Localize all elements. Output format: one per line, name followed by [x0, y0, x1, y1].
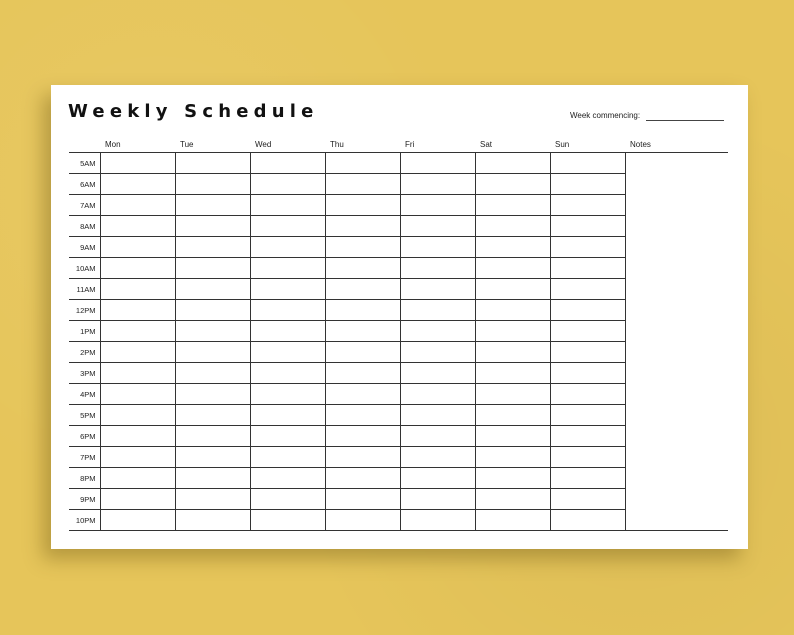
- schedule-cell[interactable]: [100, 279, 175, 300]
- schedule-cell[interactable]: [325, 468, 400, 489]
- schedule-cell[interactable]: [325, 237, 400, 258]
- schedule-cell[interactable]: [550, 195, 625, 216]
- schedule-cell[interactable]: [250, 195, 325, 216]
- schedule-cell[interactable]: [325, 195, 400, 216]
- time-label: 11AM: [69, 279, 100, 300]
- schedule-cell[interactable]: [100, 153, 175, 174]
- schedule-cell[interactable]: [250, 321, 325, 342]
- schedule-cell[interactable]: [175, 174, 250, 195]
- day-header: Tue: [175, 136, 250, 153]
- time-label: 1PM: [69, 321, 100, 342]
- schedule-cell[interactable]: [175, 195, 250, 216]
- schedule-cell[interactable]: [400, 405, 475, 426]
- schedule-cell[interactable]: [325, 405, 400, 426]
- schedule-cell[interactable]: [325, 447, 400, 468]
- schedule-cell[interactable]: [100, 510, 175, 531]
- schedule-cell[interactable]: [475, 153, 550, 174]
- schedule-cell[interactable]: [250, 216, 325, 237]
- schedule-cell[interactable]: [550, 174, 625, 195]
- schedule-cell[interactable]: [475, 237, 550, 258]
- schedule-cell[interactable]: [175, 300, 250, 321]
- time-label: 7PM: [69, 447, 100, 468]
- schedule-cell[interactable]: [400, 510, 475, 531]
- schedule-cell[interactable]: [475, 195, 550, 216]
- schedule-cell[interactable]: [475, 426, 550, 447]
- schedule-cell[interactable]: [250, 174, 325, 195]
- time-label: 6PM: [69, 426, 100, 447]
- schedule-cell[interactable]: [400, 153, 475, 174]
- schedule-cell[interactable]: [100, 447, 175, 468]
- schedule-cell[interactable]: [400, 426, 475, 447]
- schedule-cell[interactable]: [325, 174, 400, 195]
- schedule-cell[interactable]: [325, 300, 400, 321]
- schedule-cell[interactable]: [325, 342, 400, 363]
- day-header: Sat: [475, 136, 550, 153]
- schedule-cell[interactable]: [100, 195, 175, 216]
- schedule-cell[interactable]: [475, 258, 550, 279]
- schedule-cell[interactable]: [175, 216, 250, 237]
- week-commencing-field[interactable]: [646, 120, 724, 121]
- schedule-cell[interactable]: [250, 426, 325, 447]
- schedule-cell[interactable]: [400, 174, 475, 195]
- schedule-cell[interactable]: [175, 279, 250, 300]
- schedule-cell[interactable]: [100, 216, 175, 237]
- time-label: 10PM: [69, 510, 100, 531]
- schedule-cell[interactable]: [400, 258, 475, 279]
- schedule-cell[interactable]: [400, 489, 475, 510]
- schedule-cell[interactable]: [100, 258, 175, 279]
- schedule-cell[interactable]: [175, 237, 250, 258]
- time-label: 10AM: [69, 258, 100, 279]
- header-row: [69, 136, 728, 153]
- schedule-cell[interactable]: [250, 363, 325, 384]
- schedule-cell[interactable]: [475, 342, 550, 363]
- schedule-cell[interactable]: [400, 300, 475, 321]
- time-label: 5AM: [69, 153, 100, 174]
- schedule-cell[interactable]: [325, 216, 400, 237]
- schedule-cell[interactable]: [100, 300, 175, 321]
- day-header: Wed: [250, 136, 325, 153]
- day-header: Mon: [100, 136, 175, 153]
- time-label: 9PM: [69, 489, 100, 510]
- schedule-cell[interactable]: [325, 321, 400, 342]
- schedule-cell[interactable]: [175, 405, 250, 426]
- schedule-cell[interactable]: [250, 279, 325, 300]
- schedule-cell[interactable]: [400, 321, 475, 342]
- schedule-cell[interactable]: [400, 216, 475, 237]
- schedule-cell[interactable]: [325, 279, 400, 300]
- time-label: 9AM: [69, 237, 100, 258]
- schedule-cell[interactable]: [325, 426, 400, 447]
- schedule-cell[interactable]: [100, 384, 175, 405]
- schedule-cell[interactable]: [100, 426, 175, 447]
- schedule-cell[interactable]: [175, 363, 250, 384]
- time-label: 6AM: [69, 174, 100, 195]
- schedule-cell[interactable]: [100, 468, 175, 489]
- schedule-cell[interactable]: [250, 300, 325, 321]
- time-label: 4PM: [69, 384, 100, 405]
- schedule-cell[interactable]: [250, 447, 325, 468]
- time-label: 12PM: [69, 300, 100, 321]
- schedule-cell[interactable]: [400, 384, 475, 405]
- schedule-cell[interactable]: [550, 153, 625, 174]
- schedule-sheet: [51, 85, 748, 549]
- schedule-cell[interactable]: [400, 447, 475, 468]
- day-header: Thu: [325, 136, 400, 153]
- schedule-cell[interactable]: [550, 384, 625, 405]
- schedule-cell[interactable]: [175, 153, 250, 174]
- schedule-cell[interactable]: [475, 447, 550, 468]
- schedule-cell[interactable]: [400, 342, 475, 363]
- schedule-cell[interactable]: [475, 489, 550, 510]
- schedule-cell[interactable]: [250, 384, 325, 405]
- schedule-cell[interactable]: [325, 258, 400, 279]
- schedule-cell[interactable]: [250, 510, 325, 531]
- schedule-cell[interactable]: [175, 342, 250, 363]
- schedule-cell[interactable]: [475, 384, 550, 405]
- time-label: 3PM: [69, 363, 100, 384]
- schedule-cell[interactable]: [250, 342, 325, 363]
- schedule-cell[interactable]: [100, 321, 175, 342]
- schedule-cell[interactable]: [100, 363, 175, 384]
- schedule-cell[interactable]: [475, 321, 550, 342]
- schedule-cell[interactable]: [175, 447, 250, 468]
- time-label: 8AM: [69, 216, 100, 237]
- schedule-cell[interactable]: [250, 405, 325, 426]
- week-commencing-label: Week commencing:: [570, 111, 641, 120]
- schedule-cell[interactable]: [550, 279, 625, 300]
- schedule-cell[interactable]: [550, 447, 625, 468]
- schedule-cell[interactable]: [175, 321, 250, 342]
- schedule-cell[interactable]: [325, 510, 400, 531]
- schedule-cell[interactable]: [475, 216, 550, 237]
- time-header: [69, 136, 100, 153]
- schedule-cell[interactable]: [100, 405, 175, 426]
- schedule-cell[interactable]: [550, 216, 625, 237]
- notes-area[interactable]: [625, 153, 728, 531]
- schedule-cell[interactable]: [325, 363, 400, 384]
- time-label: 2PM: [69, 342, 100, 363]
- schedule-cell[interactable]: [175, 426, 250, 447]
- schedule-cell[interactable]: [175, 489, 250, 510]
- schedule-body: [69, 153, 728, 531]
- schedule-cell[interactable]: [250, 489, 325, 510]
- schedule-cell[interactable]: [550, 321, 625, 342]
- schedule-cell[interactable]: [550, 510, 625, 531]
- schedule-cell[interactable]: [475, 510, 550, 531]
- schedule-cell[interactable]: [550, 258, 625, 279]
- time-label: 7AM: [69, 195, 100, 216]
- schedule-cell[interactable]: [475, 300, 550, 321]
- day-header: Sun: [550, 136, 625, 153]
- schedule-cell[interactable]: [400, 363, 475, 384]
- schedule-cell[interactable]: [250, 468, 325, 489]
- schedule-cell[interactable]: [400, 195, 475, 216]
- schedule-cell[interactable]: [550, 468, 625, 489]
- schedule-cell[interactable]: [250, 153, 325, 174]
- schedule-cell[interactable]: [250, 258, 325, 279]
- schedule-cell[interactable]: [325, 384, 400, 405]
- schedule-cell[interactable]: [550, 405, 625, 426]
- schedule-cell[interactable]: [550, 342, 625, 363]
- schedule-cell[interactable]: [550, 237, 625, 258]
- schedule-cell[interactable]: [175, 384, 250, 405]
- schedule-cell[interactable]: [100, 489, 175, 510]
- schedule-cell[interactable]: [100, 342, 175, 363]
- schedule-cell[interactable]: [550, 489, 625, 510]
- schedule-cell[interactable]: [475, 405, 550, 426]
- schedule-cell[interactable]: [475, 468, 550, 489]
- notes-header: Notes: [625, 136, 728, 153]
- schedule-cell[interactable]: [175, 258, 250, 279]
- schedule-cell[interactable]: [100, 174, 175, 195]
- page-title: Weekly Schedule: [68, 101, 319, 122]
- schedule-cell[interactable]: [175, 510, 250, 531]
- time-label: 8PM: [69, 468, 100, 489]
- time-slot-row: [69, 153, 728, 174]
- schedule-cell[interactable]: [400, 468, 475, 489]
- schedule-cell[interactable]: [400, 237, 475, 258]
- day-header: Fri: [400, 136, 475, 153]
- schedule-cell[interactable]: [100, 237, 175, 258]
- schedule-cell[interactable]: [550, 300, 625, 321]
- schedule-cell[interactable]: [325, 489, 400, 510]
- schedule-grid: [69, 136, 728, 531]
- schedule-cell[interactable]: [250, 237, 325, 258]
- schedule-cell[interactable]: [175, 468, 250, 489]
- schedule-cell[interactable]: [475, 174, 550, 195]
- time-label: 5PM: [69, 405, 100, 426]
- schedule-cell[interactable]: [400, 279, 475, 300]
- schedule-cell[interactable]: [325, 153, 400, 174]
- schedule-cell[interactable]: [475, 363, 550, 384]
- schedule-cell[interactable]: [550, 363, 625, 384]
- schedule-cell[interactable]: [475, 279, 550, 300]
- schedule-cell[interactable]: [550, 426, 625, 447]
